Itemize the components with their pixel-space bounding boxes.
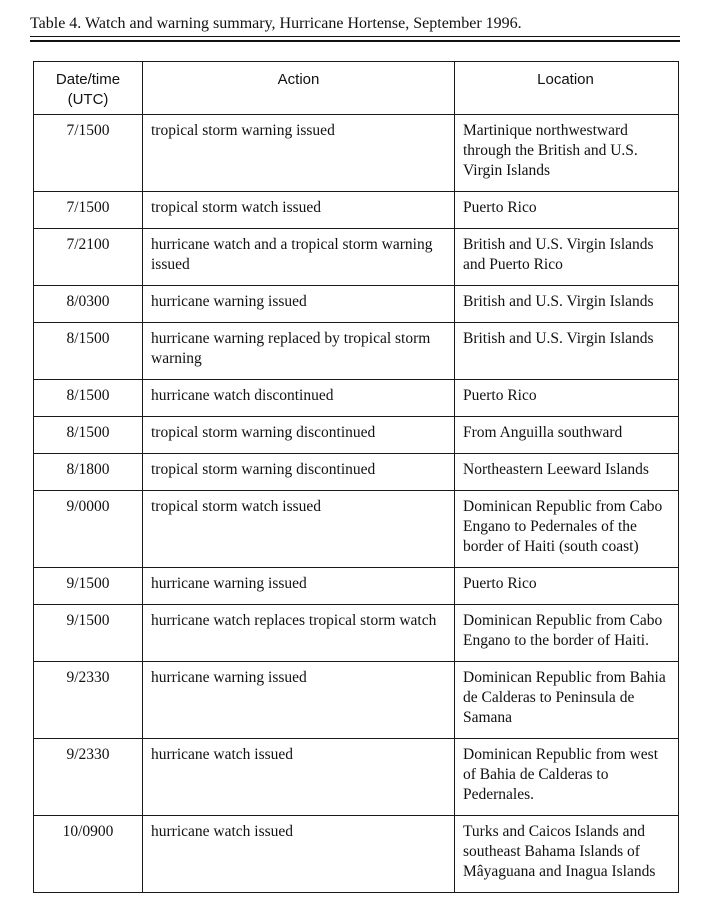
date-cell: 10/0900 [34, 816, 143, 893]
date-cell: 7/2100 [34, 229, 143, 286]
location-cell: British and U.S. Virgin Islands [455, 286, 679, 323]
caption-rule-thick [30, 40, 680, 42]
location-cell: Puerto Rico [455, 192, 679, 229]
action-cell: hurricane watch replaces tropical storm watch [143, 605, 455, 662]
watch-warning-table [33, 61, 679, 893]
action-cell: hurricane watch and a tropical storm warning issued [143, 229, 455, 286]
table-caption: Table 4. Watch and warning summary, Hurricane Hortense, September 1996. [30, 15, 522, 32]
date-cell: 8/1500 [34, 380, 143, 417]
action-cell: hurricane warning replaced by tropical storm warning [143, 323, 455, 380]
action-cell: tropical storm watch issued [143, 192, 455, 229]
location-cell: Dominican Republic from Bahia de Calderas to Peninsula de Samana [455, 662, 679, 739]
table-row [34, 739, 679, 816]
table-row [34, 286, 679, 323]
date-cell: 9/1500 [34, 568, 143, 605]
location-cell: Dominican Republic from Cabo Engano to Pedernales of the border of Haiti (south coast) [455, 491, 679, 568]
date-cell: 8/0300 [34, 286, 143, 323]
table-row [34, 323, 679, 380]
date-cell: 9/1500 [34, 605, 143, 662]
table-row [34, 491, 679, 568]
action-cell: hurricane watch issued [143, 816, 455, 893]
location-cell: Dominican Republic from west of Bahia de Calderas to Pedernales. [455, 739, 679, 816]
table-row [34, 454, 679, 491]
location-cell: Dominican Republic from Cabo Engano to the border of Haiti. [455, 605, 679, 662]
date-cell: 9/2330 [34, 662, 143, 739]
location-cell: British and U.S. Virgin Islands [455, 323, 679, 380]
column-header-action: Action [143, 62, 455, 115]
caption-rule-thin [30, 36, 680, 37]
table-body [34, 115, 679, 893]
action-cell: hurricane watch issued [143, 739, 455, 816]
table-row [34, 816, 679, 893]
action-cell: hurricane warning issued [143, 662, 455, 739]
action-cell: tropical storm warning issued [143, 115, 455, 192]
action-cell: hurricane warning issued [143, 568, 455, 605]
location-cell: From Anguilla southward [455, 417, 679, 454]
date-cell: 9/0000 [34, 491, 143, 568]
location-cell: Martinique northwestward through the British and U.S. Virgin Islands [455, 115, 679, 192]
column-header-location: Location [455, 62, 679, 115]
table-row [34, 192, 679, 229]
table-row [34, 662, 679, 739]
action-cell: tropical storm warning discontinued [143, 417, 455, 454]
date-cell: 8/1800 [34, 454, 143, 491]
table-header-row [34, 62, 679, 115]
table-row [34, 380, 679, 417]
location-cell: Puerto Rico [455, 568, 679, 605]
table-row [34, 568, 679, 605]
location-cell: British and U.S. Virgin Islands and Puerto Rico [455, 229, 679, 286]
column-header-date: Date/time (UTC) [34, 62, 143, 115]
date-cell: 8/1500 [34, 417, 143, 454]
date-cell: 9/2330 [34, 739, 143, 816]
action-cell: tropical storm watch issued [143, 491, 455, 568]
date-cell: 8/1500 [34, 323, 143, 380]
location-cell: Puerto Rico [455, 380, 679, 417]
table-row [34, 417, 679, 454]
action-cell: hurricane warning issued [143, 286, 455, 323]
table-row [34, 229, 679, 286]
table-row [34, 605, 679, 662]
location-cell: Turks and Caicos Islands and southeast Bahama Islands of Mâyaguana and Inagua Islands [455, 816, 679, 893]
date-cell: 7/1500 [34, 115, 143, 192]
location-cell: Northeastern Leeward Islands [455, 454, 679, 491]
table-row [34, 115, 679, 192]
action-cell: hurricane watch discontinued [143, 380, 455, 417]
date-cell: 7/1500 [34, 192, 143, 229]
action-cell: tropical storm warning discontinued [143, 454, 455, 491]
